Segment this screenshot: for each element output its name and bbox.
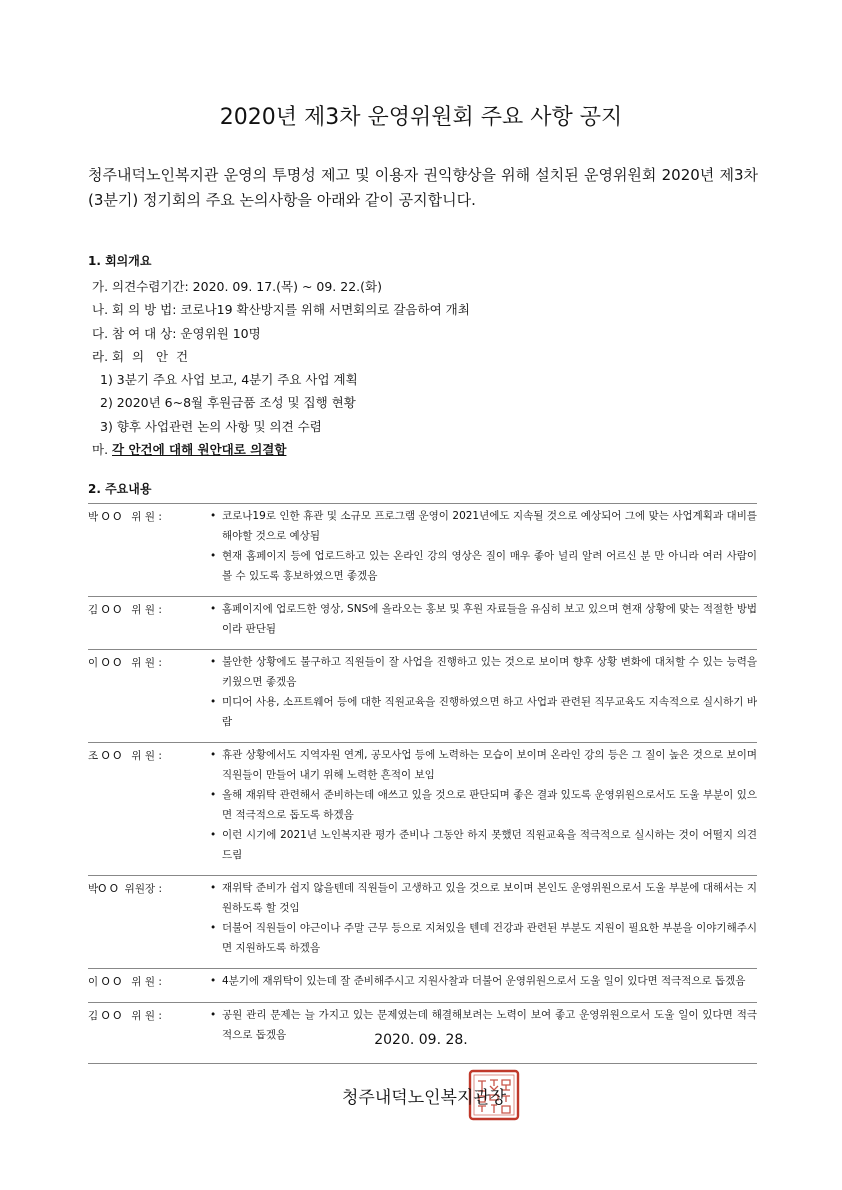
member-label: 김 O O 위 원 :: [88, 604, 162, 616]
opinion-point: • 올해 재위탁 관련해서 준비하는데 애쓰고 있을 것으로 판단되며 좋은 결과 있도록 운영위원으로서도 도울 부분이 있으면 적극적으로 돕도록 하겠음: [198, 785, 757, 825]
opinion-row: [88, 504, 757, 596]
opinion-point: • 재위탁 준비가 쉽지 않을텐데 직원들이 고생하고 있을 것으로 보이며 본인도 운영위원으로서 도울 부분에 대해서는 지원하도록 할 것임: [198, 878, 757, 918]
resolution-text: 각 안건에 대해 원안대로 의결함: [112, 442, 287, 458]
opinion-row: [88, 743, 757, 875]
notice-date: 2020. 09. 28.: [374, 1032, 468, 1048]
overview-method: 나. 회 의 방 법: 코로나19 확산방지를 위해 서면회의로 갈음하여 개최: [92, 302, 470, 318]
agenda-item: 3) 향후 사업관련 논의 사항 및 의견 수렴: [100, 418, 322, 434]
member-label: 박 O O 위 원 :: [88, 511, 162, 523]
opinion-row: [88, 876, 757, 968]
page-title: 2020년 제3차 운영위원회 주요 사항 공지: [219, 105, 623, 130]
opinion-point: • 코로나19로 인한 휴관 및 소규모 프로그램 운영이 2021년에도 지속될 것으로 예상되어 그에 맞는 사업계획과 대비를 해야할 것으로 예상됨: [198, 506, 757, 546]
member-label: 김 O O 위 원 :: [88, 1010, 162, 1022]
member-label: 박O O 위원장 :: [88, 883, 162, 895]
opinion-point: • 미디어 사용, 소프트웨어 등에 대한 직원교육을 진행하였으면 하고 사업과 관련된 직무교육도 지속적으로 실시하기 바람: [198, 692, 757, 732]
opinion-point: • 불안한 상황에도 불구하고 직원들이 잘 사업을 진행하고 있는 것으로 보이며 향후 상황 변화에 대처할 수 있는 능력을 키웠으면 좋겠음: [198, 652, 757, 692]
section-heading-content: 2. 주요내용: [88, 482, 152, 496]
opinions-table: [88, 503, 757, 1064]
member-label: 조 O O 위 원 :: [88, 750, 162, 762]
opinion-point: • 더불어 직원들이 야근이나 주말 근무 등으로 지쳐있을 텐데 건강과 관련된 부분도 지원이 필요한 부분을 이야기해주시면 지원하도록 하겠음: [198, 918, 757, 958]
member-label: 이 O O 위 원 :: [88, 976, 162, 988]
intro-paragraph: 청주내덕노인복지관 운영의 투명성 제고 및 이용자 권익향상을 위해 설치된 운영위원회 2020년 제3차(3분기) 정기회의 주요 논의사항을 아래와 같이 공지합니다.: [88, 166, 758, 209]
signature: 청주내덕노인복지관장: [342, 1088, 507, 1108]
opinion-point: • 휴관 상황에서도 지역자원 연계, 공모사업 등에 노력하는 모습이 보이며 온라인 강의 등은 그 질이 높은 것으로 보이며 직원들이 만들어 내기 위해 노력한 흔적이 보임: [198, 745, 757, 785]
resolution-prefix: 마.: [92, 442, 113, 458]
overview-resolution: [92, 438, 470, 461]
agenda-item: 1) 3분기 주요 사업 보고, 4분기 주요 사업 계획: [100, 372, 358, 388]
opinion-row: [88, 597, 757, 649]
opinion-row: [88, 650, 757, 742]
opinion-point: • 현재 홈페이지 등에 업로드하고 있는 온라인 강의 영상은 질이 매우 좋아 널리 알려 어르신 분 만 아니라 여러 사람이 볼 수 있도록 홍보하였으면 좋겠음: [198, 546, 757, 586]
meeting-overview: [92, 275, 470, 461]
agenda-item: 2) 2020년 6~8월 후원금품 조성 및 집행 현황: [100, 395, 356, 411]
overview-agenda-label: 라. 회 의 안 건: [92, 348, 189, 364]
section-heading-overview: 1. 회의개요: [88, 254, 152, 268]
overview-period: 가. 의견수렴기간: 2020. 09. 17.(목) ~ 09. 22.(화): [92, 279, 382, 294]
opinion-point: • 공원 관리 문제는 늘 가지고 있는 문제였는데 해결해보려는 노력이 보여 좋고 운영위원으로서 도울 일이 있다면 적극적으로 돕겠음: [198, 1005, 757, 1045]
row-divider: [88, 1063, 757, 1064]
member-label: 이 O O 위 원 :: [88, 657, 162, 669]
overview-attendees: 다. 참 여 대 상: 운영위원 10명: [92, 325, 261, 341]
opinion-point: • 이런 시기에 2021년 노인복지관 평가 준비나 그동안 하지 못했던 직원교육을 적극적으로 실시하는 것이 어떨지 의견 드림: [198, 825, 757, 865]
opinion-point: • 4분기에 재위탁이 있는데 잘 준비해주시고 지원사찰과 더불어 운영위원으로서 도울 일이 있다면 적극적으로 돕겠음: [198, 971, 757, 991]
opinion-row: [88, 969, 757, 1002]
opinion-point: • 홈페이지에 업로드한 영상, SNS에 올라오는 홍보 및 후원 자료들을 유심히 보고 있으며 현재 상황에 맞는 적절한 방법이라 판단됨: [198, 599, 757, 639]
